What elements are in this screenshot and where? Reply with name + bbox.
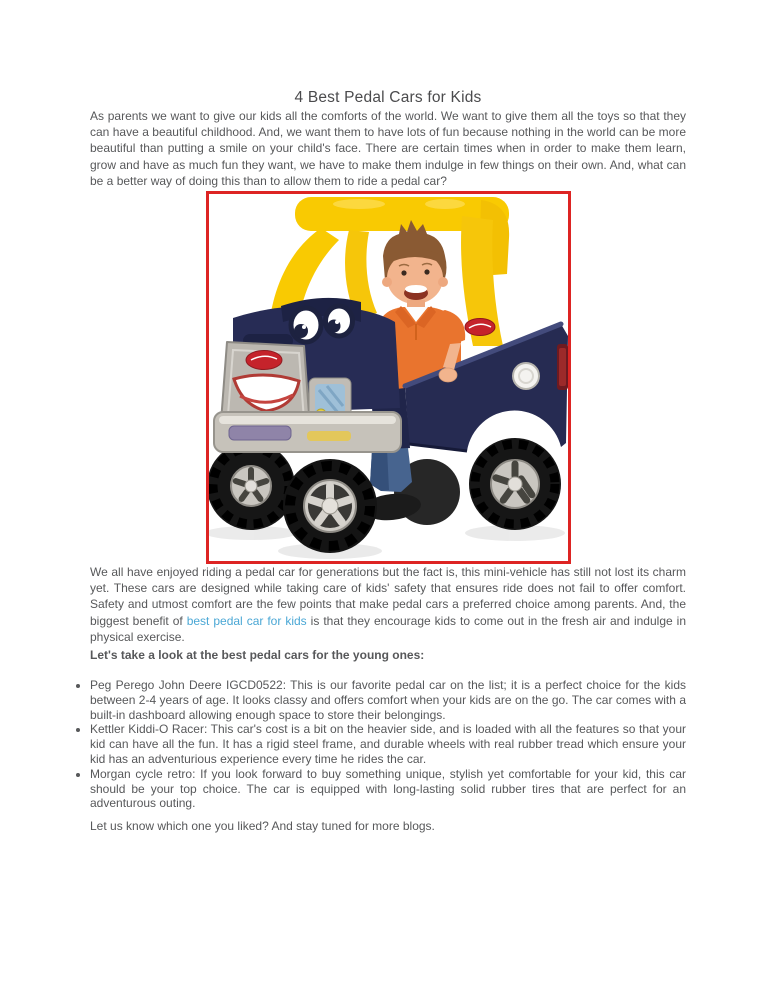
closing-paragraph: Let us know which one you liked? And stay tuned for more blogs. [90,819,435,834]
truck-bumper [214,412,401,452]
list-item-kettler: • Kettler Kiddi-O Racer: This car's cost is a bit on the heavier side, and is loaded with all the features so that your kid can have all the fun. It has a rigid steel frame, and durable wheels with real rubber tread which ensure your kid has an adventurious experience every time he rides the car. [90,722,686,766]
list-item-peg-perego: • Peg Perego John Deere IGCD0522: This is our favorite pedal car on the list; it is a perfect choice for the kids between 2-4 years of age. It looks classy and offers comfort when your kids are on the go. The car comes with a built-in dashboard allowing enough space to store their belongings. [90,678,686,722]
front-left-wheel [209,442,295,530]
pedal-car-photo [206,191,571,564]
body-paragraph [90,564,686,645]
pedal-car-link[interactable]: best pedal car for kids [186,613,307,628]
intro-paragraph: As parents we want to give our kids all the comforts of the world. We want to give them all the toys so that they can have a beautiful childhood. And, we want them to have lots of fun because nothing in the world can be more beautiful than putting a smile on your child's face. There are certain times when in order to make them learn, grow and have as much fun they want, we have to make them indulge in few things on their own. And, what can be a better way of doing this than to allow them to ride a pedal car? [90,109,686,188]
body-text-before-link: We all have enjoyed riding a pedal car for generations but the fact is, this mini-vehicle has still not lost its charm yet. These cars are designed while taking care of kids' safety that ensures ride does not fail to offer comfort. Safety and utmost comfort are the few points that make pedal cars a preferred choice among parents. And, the biggest benefit of [90,565,686,628]
body-text-after-link: is that they encourage kids to come out in the fresh air and indulge in physical exercise. [90,613,686,644]
page-title: 4 Best Pedal Cars for Kids [294,89,482,106]
pedal-car-illustration [209,194,568,561]
section-subheading: Let's take a look at the best pedal cars for the young ones: [90,648,425,663]
wheel-shadows [209,525,565,559]
article-content [0,88,768,834]
brand-logo-pillar [465,319,495,336]
rear-wheel [469,438,561,530]
front-wheel [283,459,377,553]
list-item-morgan: • Morgan cycle retro: If you look forward to buy something unique, stylish yet comfortable for your kid, this car should be your top choice. The car is equipped with long-lasting solid rubber tires that are perfect for an adventurous outing. [90,767,686,811]
pedal-car-list [90,678,686,811]
